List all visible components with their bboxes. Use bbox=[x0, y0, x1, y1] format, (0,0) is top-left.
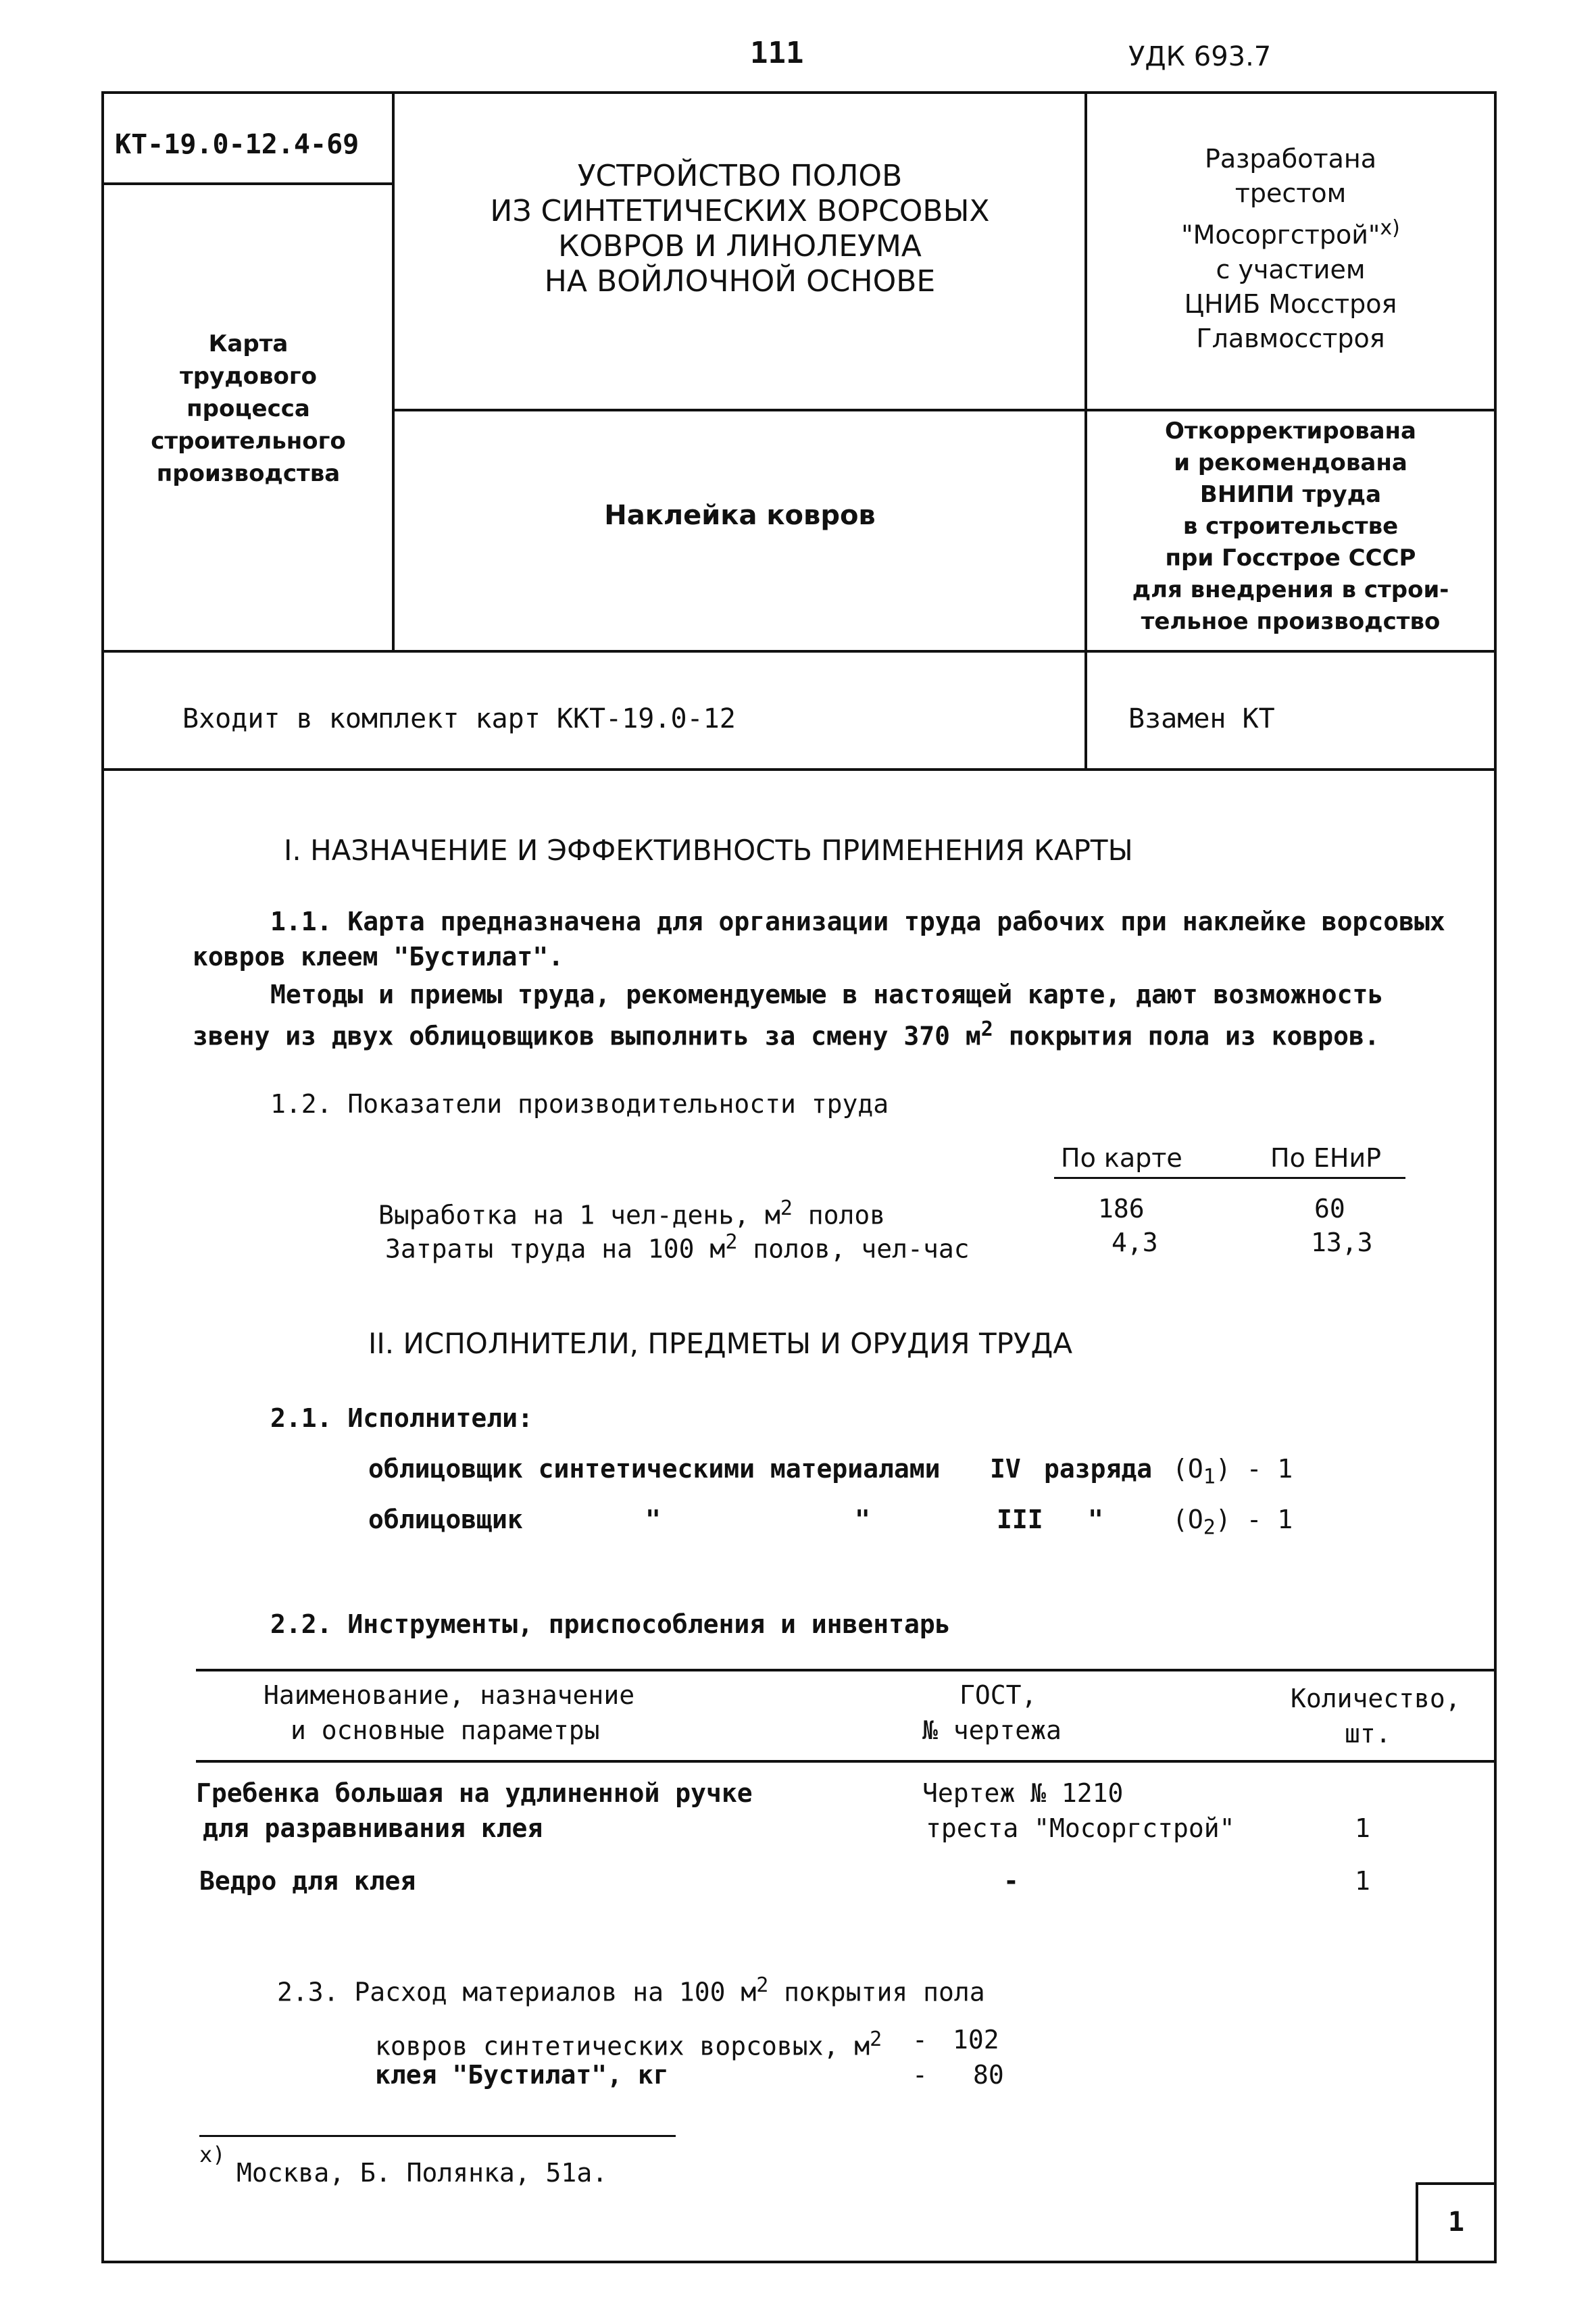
performer-name: облицовщик bbox=[368, 1505, 523, 1534]
tool-qty: 1 bbox=[1355, 1866, 1370, 1896]
card-title bbox=[395, 159, 1084, 299]
grid-line bbox=[392, 91, 395, 652]
indicator-value-card: 4,3 bbox=[1112, 1228, 1158, 1257]
section2-heading: II. ИСПОЛНИТЕЛИ, ПРЕДМЕТЫ И ОРУДИЯ ТРУДА bbox=[368, 1327, 1073, 1360]
page-number: 111 bbox=[750, 36, 804, 70]
title-line: НА ВОЙЛОЧНОЙ ОСНОВЕ bbox=[544, 264, 936, 299]
developer-line: с участием bbox=[1216, 254, 1366, 284]
title-line: ИЗ СИНТЕТИЧЕСКИХ ВОРСОВЫХ bbox=[490, 194, 990, 228]
grid-line bbox=[101, 650, 1497, 653]
ditto-mark: " bbox=[1088, 1505, 1103, 1534]
tools-header-name: Наименование, назначение bbox=[264, 1680, 635, 1710]
developer-name: "Мосоргстрой" bbox=[1181, 220, 1380, 250]
card-type-line: трудового bbox=[179, 363, 318, 390]
title-line: УСТРОЙСТВО ПОЛОВ bbox=[577, 159, 903, 193]
superscript: 2 bbox=[725, 1230, 738, 1254]
grid-line bbox=[392, 409, 1497, 411]
subscript: 2 bbox=[1203, 1515, 1216, 1540]
code-text: (O bbox=[1172, 1505, 1203, 1534]
developer-info bbox=[1088, 142, 1493, 356]
tools-table-top-rule bbox=[196, 1669, 1497, 1671]
correction-info bbox=[1088, 416, 1493, 638]
udk-code: УДК 693.7 bbox=[1128, 41, 1272, 72]
materials-text: покрытия пола bbox=[784, 1977, 985, 2007]
tools-header-qty: Количество, bbox=[1291, 1684, 1461, 1713]
indicator-text: полов bbox=[807, 1200, 886, 1230]
grid-line bbox=[101, 182, 393, 185]
indicator-row-label bbox=[378, 1192, 885, 1232]
tools-header-name: и основные параметры bbox=[291, 1715, 600, 1745]
tool-name: Ведро для клея bbox=[199, 1866, 416, 1896]
tool-qty: 1 bbox=[1355, 1813, 1370, 1843]
col-header-card: По карте bbox=[1061, 1143, 1182, 1173]
material-text: ковров синтетических ворсовых, м bbox=[375, 2031, 870, 2061]
superscript: 2 bbox=[756, 1973, 769, 1997]
tools-header-gost: № чертежа bbox=[922, 1715, 1062, 1745]
correction-line: Откорректирована bbox=[1165, 418, 1416, 445]
material-label: клея "Бустилат", кг bbox=[375, 2060, 669, 2090]
grid-line bbox=[101, 768, 1497, 771]
performer-grade: III bbox=[997, 1505, 1043, 1534]
col-header-enir: По ЕНиР bbox=[1270, 1143, 1382, 1173]
performer-count: - 1 bbox=[1246, 1454, 1293, 1484]
indicator-text: Выработка на 1 чел-день, м bbox=[378, 1200, 780, 1230]
code-text: (O bbox=[1172, 1454, 1203, 1484]
tool-gost: Чертеж № 1210 bbox=[922, 1778, 1124, 1808]
developer-line: Главмосстроя bbox=[1196, 323, 1385, 353]
performer-count: - 1 bbox=[1246, 1505, 1293, 1534]
performer-code bbox=[1172, 1453, 1293, 1494]
superscript: 2 bbox=[780, 1197, 793, 1220]
developer-line: ЦНИБ Мосстроя bbox=[1184, 288, 1397, 319]
correction-line: при Госстрое СССР bbox=[1165, 545, 1416, 572]
tools-header-gost: ГОСТ, bbox=[959, 1680, 1037, 1710]
correction-line: ВНИПИ труда bbox=[1199, 481, 1382, 508]
correction-line: для внедрения в строи- bbox=[1132, 576, 1449, 603]
material-value: 102 bbox=[953, 2025, 999, 2055]
section1-paragraph-line: 1.1. Карта предназначена для организации труда рабочих при наклейке ворсовых bbox=[270, 907, 1445, 936]
section1-paragraph-line bbox=[193, 1013, 1380, 1053]
section1-paragraph-line: Методы и приемы труда, рекомендуемые в настоящей карте, дают возможность bbox=[270, 980, 1384, 1009]
code-text: ) bbox=[1215, 1505, 1231, 1534]
materials-title bbox=[277, 1969, 985, 2009]
col-header-underline bbox=[1054, 1177, 1405, 1179]
card-replaces: Взамен КТ bbox=[1128, 703, 1275, 734]
tools-title: 2.2. Инструменты, приспособления и инвентарь bbox=[270, 1609, 951, 1639]
indicator-value-card: 186 bbox=[1098, 1194, 1145, 1224]
card-code: КТ-19.0-12.4-69 bbox=[115, 129, 359, 160]
correction-line: в строительстве bbox=[1182, 513, 1399, 540]
correction-line: и рекомендована bbox=[1174, 449, 1407, 476]
title-line: КОВРОВ И ЛИНОЛЕУМА bbox=[558, 229, 922, 263]
indicator-text: полов, чел-час bbox=[753, 1234, 970, 1264]
card-subtitle: Наклейка ковров bbox=[604, 500, 876, 531]
section1-paragraph-line: ковров клеем "Бустилат". bbox=[193, 942, 564, 972]
developer-footnote-mark: x) bbox=[1380, 216, 1400, 240]
material-dash: - bbox=[912, 2025, 928, 2055]
performer-grade-word: разряда bbox=[1044, 1454, 1153, 1484]
sheet-number: 1 bbox=[1447, 2207, 1465, 2238]
performer-name: облицовщик синтетическими материалами bbox=[368, 1454, 941, 1484]
superscript: 2 bbox=[980, 1017, 993, 1041]
card-type-line: производства bbox=[156, 460, 341, 487]
paragraph-text: покрытия пола из ковров. bbox=[1008, 1021, 1380, 1051]
footnote-mark: x) bbox=[199, 2142, 226, 2167]
footnote-rule bbox=[199, 2135, 676, 2137]
developer-line: Разработана bbox=[1204, 144, 1377, 174]
card-set: Входит в комплект карт ККТ-19.0-12 bbox=[182, 703, 736, 734]
superscript: 2 bbox=[870, 2028, 882, 2051]
subscript: 1 bbox=[1203, 1465, 1216, 1489]
performer-grade: IV bbox=[990, 1454, 1021, 1484]
card-type-line: Карта bbox=[208, 330, 289, 357]
material-label bbox=[375, 2023, 882, 2063]
tool-gost: - bbox=[1003, 1866, 1019, 1896]
footnote-text: Москва, Б. Полянка, 51а. bbox=[236, 2158, 608, 2188]
indicators-title: 1.2. Показатели производительности труда bbox=[270, 1089, 889, 1119]
developer-line bbox=[1088, 211, 1493, 253]
material-value: 80 bbox=[973, 2060, 1004, 2090]
ditto-mark: " bbox=[855, 1505, 870, 1534]
materials-text: 2.3. Расход материалов на 100 м bbox=[277, 1977, 757, 2007]
card-type bbox=[105, 328, 392, 490]
grid-line bbox=[1084, 91, 1087, 770]
tools-table-header-rule bbox=[196, 1760, 1497, 1763]
paragraph-text: звену из двух облицовщиков выполнить за смену 370 м bbox=[193, 1021, 981, 1051]
developer-line: трестом bbox=[1235, 178, 1347, 208]
code-text: ) bbox=[1215, 1454, 1231, 1484]
material-dash: - bbox=[912, 2060, 928, 2090]
section1-heading: I. НАЗНАЧЕНИЕ И ЭФФЕКТИВНОСТЬ ПРИМЕНЕНИЯ КАРТЫ bbox=[284, 834, 1133, 867]
tool-name: Гребенка большая на удлиненной ручке bbox=[196, 1778, 753, 1808]
tool-gost: треста "Мосоргстрой" bbox=[926, 1813, 1235, 1843]
indicator-row-label bbox=[385, 1226, 970, 1265]
card-type-line: процесса bbox=[186, 395, 310, 422]
indicator-text: Затраты труда на 100 м bbox=[385, 1234, 726, 1264]
performer-code bbox=[1172, 1503, 1293, 1544]
tools-header-qty: шт. bbox=[1345, 1719, 1391, 1749]
tool-name: для разравнивания клея bbox=[203, 1813, 543, 1843]
indicator-value-enir: 13,3 bbox=[1311, 1228, 1373, 1257]
ditto-mark: " bbox=[645, 1505, 661, 1534]
indicator-value-enir: 60 bbox=[1314, 1194, 1345, 1224]
correction-line: тельное производство bbox=[1141, 608, 1441, 635]
card-type-line: строительного bbox=[151, 428, 346, 455]
performers-title: 2.1. Исполнители: bbox=[270, 1403, 533, 1433]
